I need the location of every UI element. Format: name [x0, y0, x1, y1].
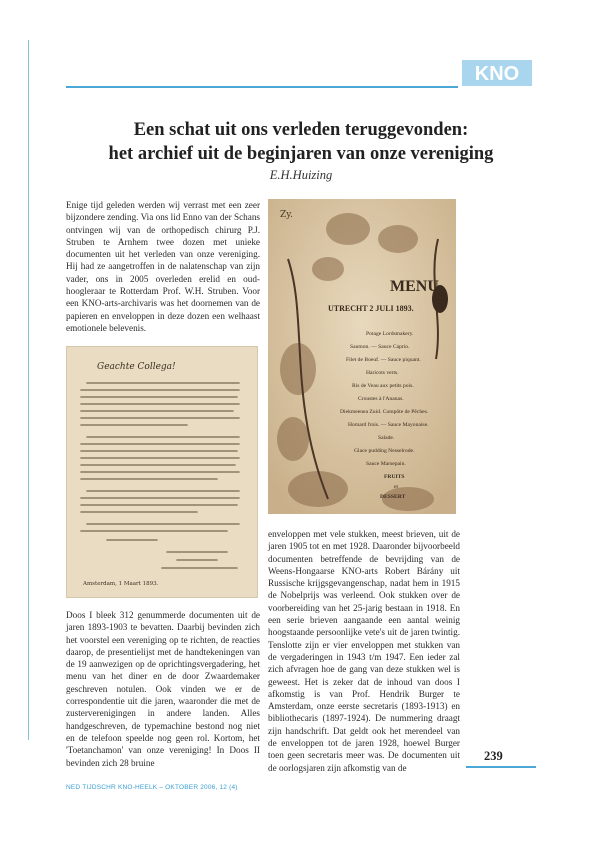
- menu-item: Salade.: [378, 435, 395, 441]
- margin-rule: [28, 40, 29, 740]
- body-column-left: Doos I bleek 312 genummerde documenten uit de jaren 1893-1903 te bevatten. Daarbij bevinden zich het voorstel een vereniging op te richten, de reacties daarop, de presentielijst met de handtekeningen van de 19 aanwezigen op de oprichtingsvergadering, het menu van het diner en de door Zwaardemaker geschreven notulen. Ook vinden we er de correspondentie uit die jaren, waaronder die met de zusterverenigingen in andere landen. Alles handgeschreven, de typemachine bestond nog niet en de telefoon speelde nog geen rol. Kortom, het 'Toetanchamon' van onze vereniging! In Doos II bevinden zich 28 bruine: [66, 610, 260, 768]
- menu-item: FRUITS: [384, 474, 405, 480]
- journal-footer: NED TIJDSCHR KNO-HEELK – OKTOBER 2006, 12 (4): [66, 784, 238, 791]
- menu-item: Homard frois. — Sauce Mayonaise.: [348, 422, 429, 428]
- menu-heading: MENU: [390, 278, 439, 295]
- article-title: [66, 118, 536, 166]
- menu-item: Haricots verts.: [366, 370, 399, 376]
- menu-item: Saumon. — Sauce Caprio.: [350, 344, 410, 350]
- page-number: 239: [484, 749, 503, 763]
- intro-paragraph: Enige tijd geleden werden wij verrast met een zeer bijzondere zending. Via ons lid Enno van der Schans ontvingen wij van de orthopedisch chirurg P.J. Struben te Arnhem twee dozen met unieke documenten uit het verleden van onze vereniging. Hij had ze aangetroffen in de nalatenschap van zijn vader, ons in 2005 overleden erelid en oud-hoogleraar te Rotterdam Prof. W.H. Struben. Voor een KNO-arts-archivaris was het doornemen van de papieren en enveloppen in deze dozen een welhaast emotionele belevenis.: [66, 200, 260, 333]
- title-line-2: het archief uit de beginjaren van onze vereniging: [108, 144, 494, 164]
- body-column-right: enveloppen met vele stukken, meest brieven, uit de jaren 1905 tot en met 1928. Daaronder bijvoorbeeld documenten betreffende de bevrijding van de Weens-Hongaarse KNO-arts Robert Bárány uit Russische krijgsgevangenschap, nadat hem in 1915 de Nobelprijs was verleend. Ook stukken over de voorbereiding van het 25-jarig bestaan in 1918. En een serie brieven aangaande een aantal weinig hoogstaande persoonlijke vete's uit de jaren twintig. Tenslotte zijn er vier enveloppen met stukken van de vergaderingen in 1943 t/m 1947. Een ieder zal zich afvragen hoe de gang van deze stukken wel is geweest. Het is zeker dat de inhoud van doos I afkomstig is van Prof. Hendrik Burger te Amsterdam, onze eerste secretaris (1893-1913) en bibliothecaris (1897-1924). De nummering draagt zijn handschrift. Dat geldt ook het merendeel van de enveloppen tot de jaren 1928, hoewel Burger toen geen secretaris meer was. De documenten uit de oorlogsjaren zijn afkomstig van de: [268, 529, 460, 773]
- title-line-1: Een schat uit ons verleden teruggevonden:: [133, 120, 469, 140]
- logo-text: KNO: [474, 63, 520, 85]
- menu-image: [268, 199, 456, 514]
- header-rule: [66, 86, 458, 88]
- letter-date: Amsterdam, 1 Maart 1893.: [83, 581, 159, 587]
- menu-item: DESSERT: [380, 494, 406, 500]
- letter-salutation: Geachte Collega!: [97, 362, 176, 372]
- article-author: E.H.Huizing: [269, 168, 333, 182]
- menu-item: Glace pudding Nesselrode.: [354, 448, 415, 454]
- menu-date: UTRECHT 2 JULI 1893.: [328, 304, 414, 313]
- menu-corner-note: Zy.: [280, 210, 294, 220]
- menu-item: Croustes à l'Ananas.: [358, 396, 404, 402]
- menu-item: Filet de Boeuf. — Sauce piquant.: [346, 357, 421, 363]
- kno-logo-icon: [462, 60, 532, 86]
- menu-item: Sauce Marsepain.: [366, 461, 406, 467]
- menu-item: Ris de Veau aux petits pois.: [352, 383, 414, 389]
- menu-item: Diekmeenea Zuid. Compôte de Pêches.: [340, 409, 429, 415]
- menu-item: et: [394, 484, 399, 490]
- menu-item: Potage Lordsmakery.: [366, 331, 414, 337]
- page-number-rule: [466, 766, 536, 768]
- letter-image: [66, 346, 258, 598]
